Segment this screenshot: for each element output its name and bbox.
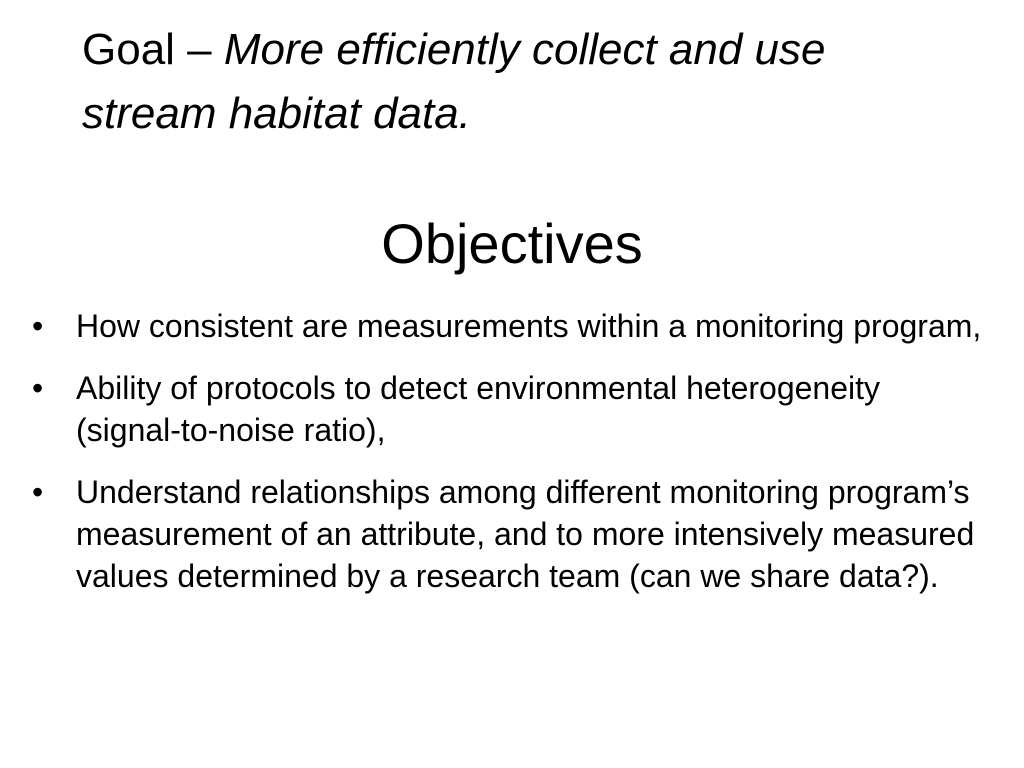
bullet-icon: • bbox=[32, 474, 44, 510]
objective-text: Understand relationships among different monitoring program’s measurement of an attribute, and to more intensively measured values determined by a research team (can we share data?). bbox=[76, 474, 975, 594]
objective-text: How consistent are measurements within a monitoring program, bbox=[76, 308, 982, 344]
objective-item bbox=[30, 305, 990, 347]
goal-statement bbox=[82, 18, 942, 146]
objective-item bbox=[30, 367, 990, 451]
bullet-icon: • bbox=[32, 370, 44, 406]
goal-text: More efficiently collect and use stream habitat data. bbox=[82, 25, 826, 138]
bullet-icon: • bbox=[32, 308, 44, 344]
objectives-heading: Objectives bbox=[381, 212, 643, 275]
objective-text: Ability of protocols to detect environmental heterogeneity (signal-to-noise ratio), bbox=[76, 370, 881, 448]
objective-item bbox=[30, 471, 990, 597]
goal-label: Goal – bbox=[82, 25, 224, 74]
objectives-list bbox=[30, 305, 990, 617]
